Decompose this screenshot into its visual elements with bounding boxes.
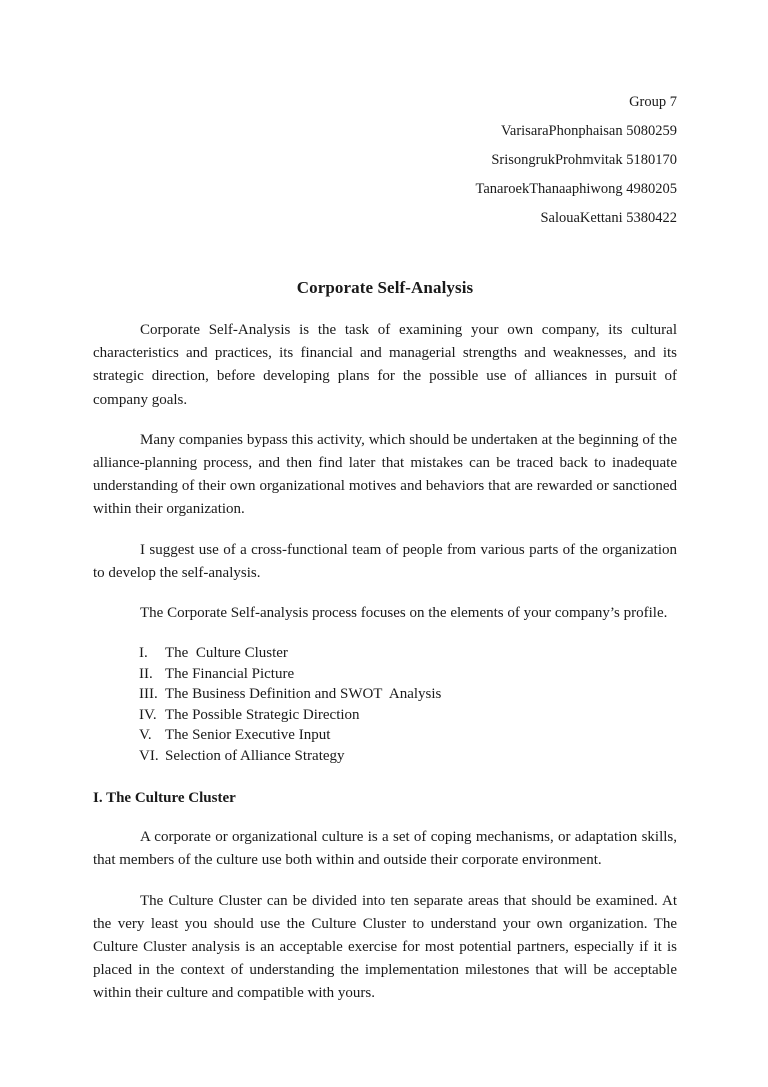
list-item-numeral: IV. [139, 706, 157, 723]
list-item-label: The Possible Strategic Direction [165, 706, 360, 723]
header-line-author-1: VarisaraPhonphaisan 5080259 [501, 123, 677, 139]
paragraph-cross-functional: I suggest use of a cross-functional team of people from various parts of the organization to develop the self-analysis. [93, 541, 681, 581]
author-header-block [93, 0, 677, 233]
list-item-numeral: VI. [139, 747, 159, 764]
header-line-author-3: TanaroekThanaaphiwong 4980205 [475, 181, 677, 197]
list-item [93, 705, 677, 726]
list-item-numeral: I. [139, 645, 148, 662]
list-item [93, 746, 677, 767]
list-item-numeral: II. [139, 665, 153, 682]
outline-list [93, 643, 677, 766]
list-item [93, 684, 677, 705]
list-item [93, 643, 677, 664]
header-line-author-4: SalouaKettani 5380422 [540, 210, 677, 226]
section-heading-culture-cluster: I. The Culture Cluster [93, 790, 236, 807]
list-item-label: Selection of Alliance Strategy [165, 747, 345, 764]
header-line-group: Group 7 [629, 94, 677, 110]
list-item [93, 725, 677, 746]
paragraph-intro: Corporate Self-Analysis is the task of examining your own company, its cultural characteristics and practices, its financial and managerial strengths and weaknesses, and its strategic direction, before developing plans for the possible use of alliances in pursuit of company goals. [93, 322, 681, 408]
document-title: Corporate Self-Analysis [296, 278, 474, 297]
paragraph-bypass-activity: Many companies bypass this activity, which should be undertaken at the beginning of the alliance-planning process, and then find later that mistakes can be traced back to inadequate understanding of their own organizational motives and behaviors that are rewarded or sanctioned within their organization. [93, 431, 681, 518]
list-item-label: The Culture Cluster [165, 645, 288, 662]
list-item [93, 664, 677, 685]
header-line-author-2: SrisongrukProhmvitak 5180170 [491, 152, 677, 168]
list-item-label: The Senior Executive Input [165, 727, 331, 744]
list-item-label: The Financial Picture [165, 665, 295, 682]
paragraph-culture-definition: A corporate or organizational culture is a set of coping mechanisms, or adaptation skills, that members of the culture use both within and outside their corporate environment. [93, 829, 681, 869]
list-item-numeral: III. [139, 686, 158, 703]
paragraph-process-focus: The Corporate Self-analysis process focuses on the elements of your company’s profile. [140, 605, 668, 622]
list-item-numeral: V. [139, 727, 152, 744]
page-content [93, 0, 681, 1021]
paragraph-culture-cluster-areas: The Culture Cluster can be divided into ten separate areas that should be examined. At the very least you should use the Culture Cluster to understand your own organization. The Culture Cluster analysis is an acceptable exercise for most potential partners, especially if it is placed in the context of understanding the implementation milestones that will be acceptable within their culture and compatible with yours. [93, 892, 681, 1002]
list-item-label: The Business Definition and SWOT Analysis [165, 686, 442, 703]
